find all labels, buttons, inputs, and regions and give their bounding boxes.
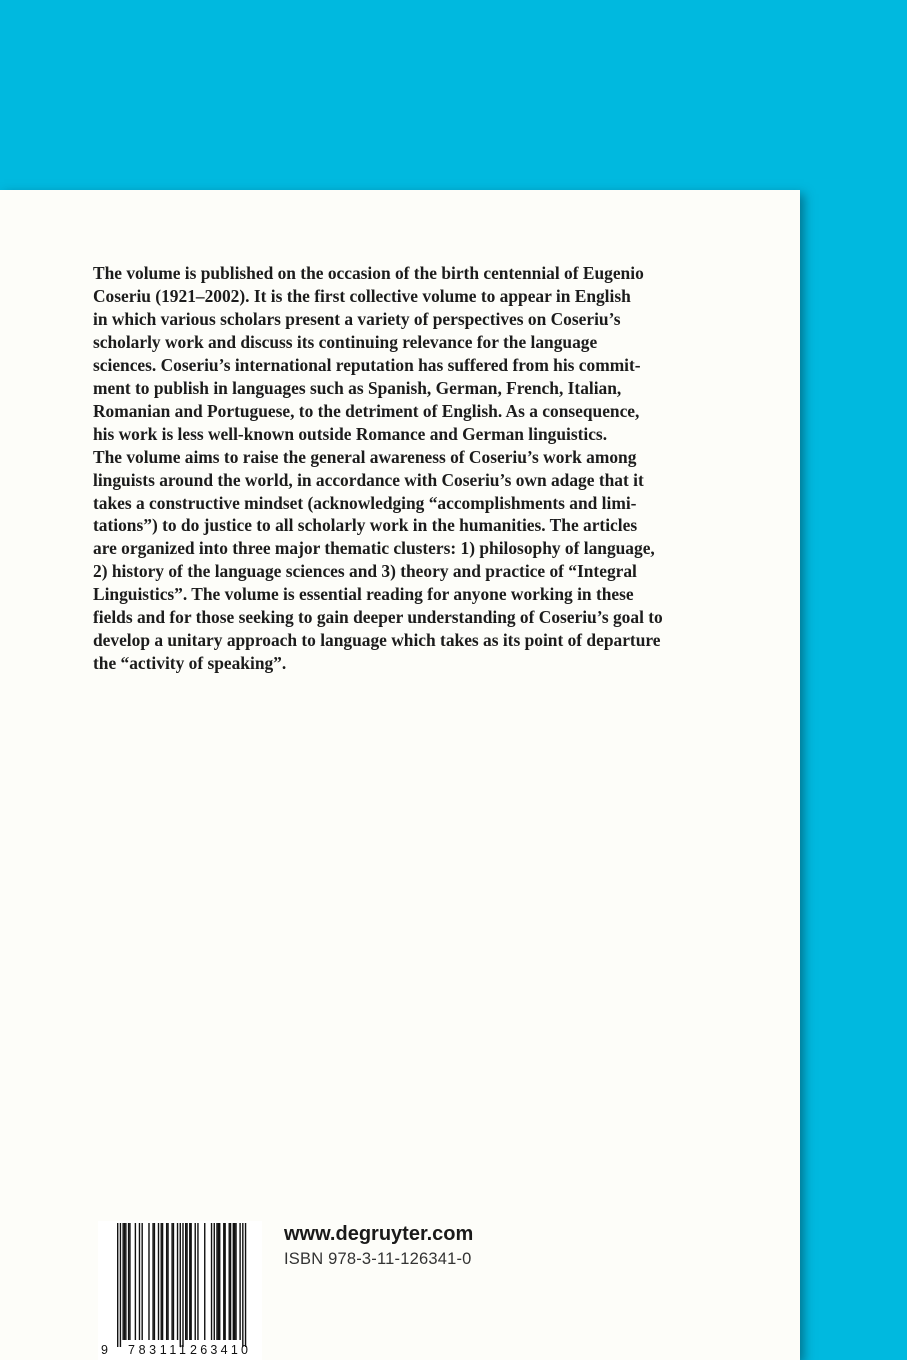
description-line: develop a unitary approach to language which takes as its point of departure bbox=[93, 630, 661, 651]
description-line: the “activity of speaking”. bbox=[93, 653, 287, 674]
barcode-bar bbox=[234, 1223, 235, 1340]
barcode-bar bbox=[218, 1223, 219, 1340]
barcode-bar bbox=[211, 1223, 212, 1340]
barcode-guard-bar bbox=[117, 1223, 118, 1347]
barcode-lead-digit: 9 bbox=[101, 1343, 108, 1357]
barcode-bar bbox=[197, 1223, 198, 1340]
barcode-guard-bar bbox=[120, 1223, 121, 1347]
barcode-bar bbox=[122, 1223, 123, 1340]
description-line: sciences. Coseriu’s international reputation has suffered from his commit- bbox=[93, 354, 641, 375]
description-line: tations”) to do justice to all scholarly work in the humanities. The articles bbox=[93, 515, 638, 536]
publisher-website: www.degruyter.com bbox=[284, 1223, 474, 1245]
description-line: Romanian and Portuguese, to the detriment of English. As a consequence, bbox=[93, 400, 640, 421]
back-cover-panel bbox=[0, 190, 800, 1360]
barcode-bar bbox=[154, 1223, 155, 1340]
barcode-bar bbox=[219, 1223, 220, 1340]
barcode-bar bbox=[161, 1223, 162, 1340]
barcode-bar bbox=[223, 1223, 224, 1340]
barcode-bar bbox=[190, 1223, 191, 1340]
barcode-bar bbox=[177, 1223, 178, 1340]
barcode-bar bbox=[239, 1223, 240, 1340]
book-description bbox=[93, 262, 743, 675]
barcode-bar bbox=[158, 1223, 159, 1340]
barcode-bar bbox=[152, 1223, 153, 1340]
description-line: The volume aims to raise the general awareness of Coseriu’s work among bbox=[93, 446, 637, 467]
barcode-bar bbox=[171, 1223, 172, 1340]
barcode-bar bbox=[173, 1223, 174, 1340]
barcode-bar bbox=[128, 1223, 129, 1340]
barcode-bar bbox=[125, 1223, 126, 1340]
barcode-bar bbox=[186, 1223, 187, 1340]
isbn-number: ISBN 978-3-11-126341-0 bbox=[284, 1250, 472, 1268]
description-line: scholarly work and discuss its continuing relevance for the language bbox=[93, 331, 598, 352]
barcode-guard-bar bbox=[180, 1223, 181, 1347]
barcode-bar bbox=[124, 1223, 125, 1340]
barcode-guard-bar bbox=[245, 1223, 246, 1347]
barcode-bar bbox=[166, 1223, 167, 1340]
barcode-bar bbox=[167, 1223, 168, 1340]
barcode-bar bbox=[224, 1223, 225, 1340]
barcode-bar bbox=[204, 1223, 205, 1340]
barcode-guard-bar bbox=[242, 1223, 243, 1347]
barcode-bar bbox=[185, 1223, 186, 1340]
barcode-bar bbox=[233, 1223, 234, 1340]
barcode-bar bbox=[216, 1223, 217, 1340]
barcode-bar bbox=[229, 1223, 230, 1340]
description-line: his work is less well-known outside Romance and German linguistics. bbox=[93, 423, 608, 444]
barcode-left-digits: 783111 bbox=[128, 1343, 186, 1357]
barcode-bar bbox=[141, 1223, 142, 1340]
barcode-right-digits: 263410 bbox=[190, 1343, 248, 1357]
barcode-bar bbox=[135, 1223, 136, 1340]
description-line: 2) history of the language sciences and 3) theory and practice of “Integral bbox=[93, 561, 637, 582]
barcode-bar bbox=[230, 1223, 231, 1340]
barcode-bar bbox=[148, 1223, 149, 1340]
description-line: in which various scholars present a variety of perspectives on Coseriu’s bbox=[93, 308, 621, 329]
barcode-bar bbox=[162, 1223, 163, 1340]
isbn-barcode bbox=[98, 1221, 262, 1360]
barcode-bar bbox=[129, 1223, 130, 1340]
description-line: linguists around the world, in accordance with Coseriu’s own adage that it bbox=[93, 469, 644, 490]
description-line: fields and for those seeking to gain deeper understanding of Coseriu’s goal to bbox=[93, 607, 663, 628]
description-line: Linguistics”. The volume is essential reading for anyone working in these bbox=[93, 584, 634, 605]
description-line: takes a constructive mindset (acknowledging “accomplishments and limi- bbox=[93, 492, 637, 513]
description-line: ment to publish in languages such as Spanish, German, French, Italian, bbox=[93, 377, 622, 398]
barcode-graphic bbox=[98, 1221, 262, 1360]
barcode-bar bbox=[214, 1223, 215, 1340]
description-line: Coseriu (1921–2002). It is the first collective volume to appear in English bbox=[93, 285, 631, 306]
barcode-guard-bar bbox=[182, 1223, 183, 1347]
barcode-bar bbox=[195, 1223, 196, 1340]
description-line: are organized into three major thematic clusters: 1) philosophy of language, bbox=[93, 538, 655, 559]
description-line: The volume is published on the occasion of the birth centennial of Eugenio bbox=[93, 263, 644, 283]
barcode-bar bbox=[235, 1223, 236, 1340]
barcode-bar bbox=[189, 1223, 190, 1340]
barcode-bar bbox=[139, 1223, 140, 1340]
